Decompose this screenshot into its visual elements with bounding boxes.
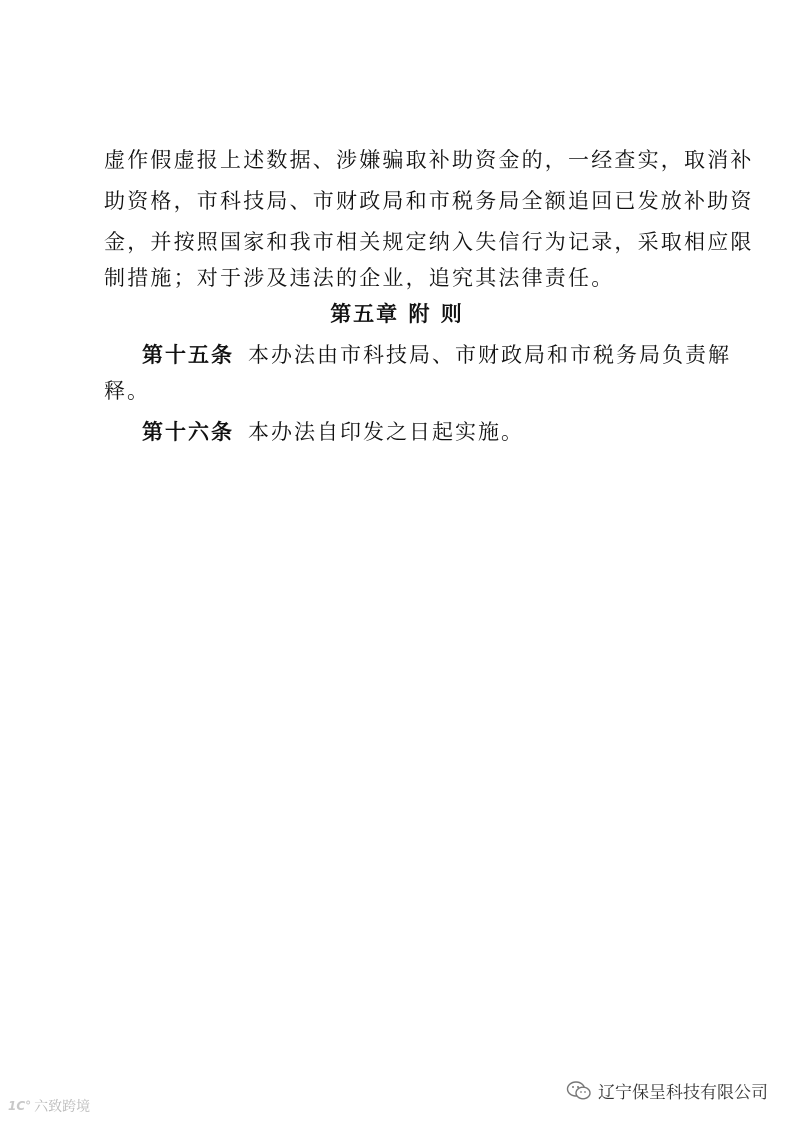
article-text: 本办法自印发之日起实施。	[248, 420, 524, 444]
watermark-right	[566, 1078, 768, 1103]
watermark-right-text: 辽宁保呈科技有限公司	[598, 1083, 768, 1103]
watermark-left	[8, 1096, 90, 1116]
article-heading: 第十五条	[142, 343, 234, 367]
article-16	[142, 417, 524, 447]
body-line: 助资格，市科技局、市财政局和市税务局全额追回已发放补助资	[104, 189, 754, 213]
article-15	[142, 340, 731, 370]
chapter-title: 第五章 附 则	[330, 302, 464, 326]
watermark-left-text: 六致跨境	[34, 1099, 91, 1115]
body-line: 金，并按照国家和我市相关规定纳入失信行为记录，采取相应限	[104, 230, 754, 254]
article-heading: 第十六条	[142, 420, 234, 444]
wechat-icon	[566, 1080, 592, 1102]
article-15-continuation: 释。	[104, 379, 150, 403]
body-line: 虚作假虚报上述数据、涉嫌骗取补助资金的，一经查实，取消补	[104, 148, 754, 172]
article-text: 本办法由市科技局、市财政局和市税务局负责解	[248, 343, 731, 367]
body-line: 制措施；对于涉及违法的企业，追究其法律责任。	[104, 266, 615, 290]
watermark-logo-icon: 1C°	[8, 1099, 32, 1113]
